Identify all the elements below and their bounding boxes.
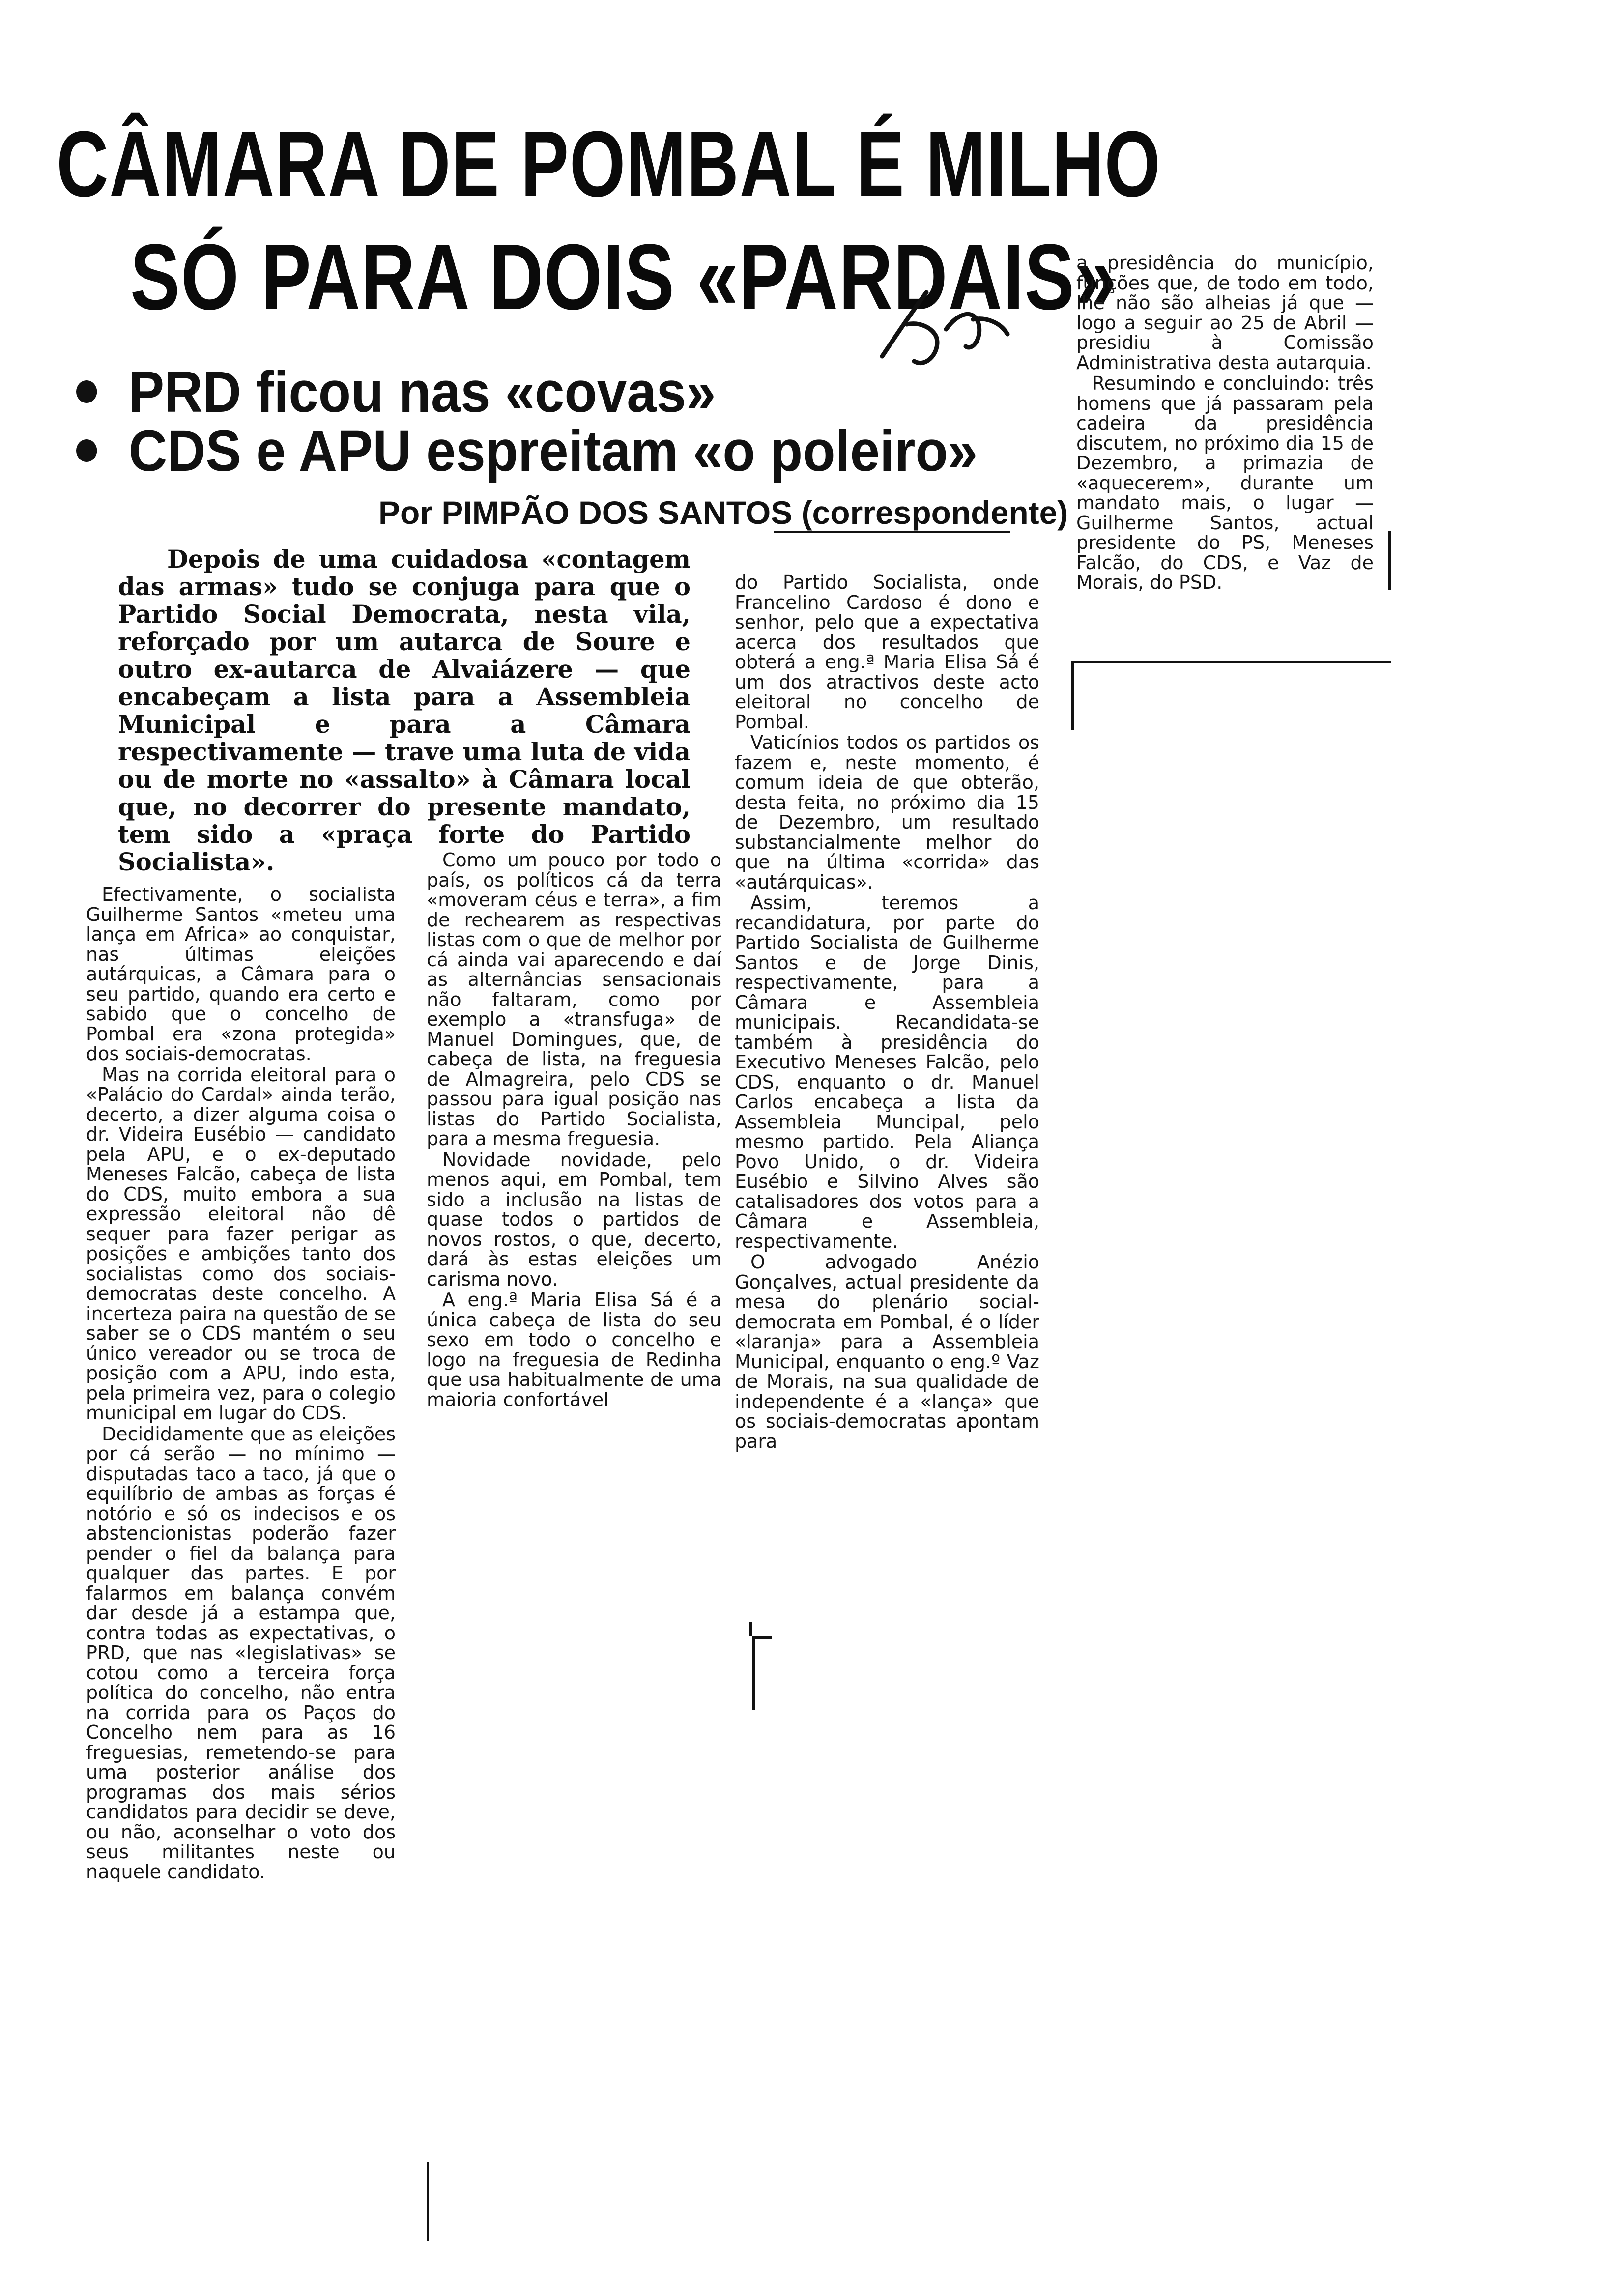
paragraph: Decididamente que as eleições por cá serão — no mínimo — disputadas taco a taco, já que o equilíbrio de ambas as forças é notório e só os indecisos e os abstencionistas poderão fazer pender o fiel da balança para qualquer das partes. E por falarmos em balança convém dar desde já a estampa que, contra todas as expectativas, o PRD, que nas «legislativas» se cotou como a terceira força política do concelho, não entra na corrida para os Paços do Concelho nem para as 16 freguesias, remetendo-se para uma posterior análise dos programas dos mais sérios candidatos para decidir se deve, ou não, aconselhar o voto dos seus militantes neste ou naquele candidato. [86, 1423, 396, 1883]
handwritten-mark-icon [872, 283, 1015, 381]
subhead-prd-text: PRD ficou nas «covas» [128, 360, 716, 425]
lead-paragraph [118, 545, 691, 876]
clip-rule-bottom [752, 1636, 772, 1639]
paragraph: Vaticínios todos os partidos os fazem e, neste momento, é comum ideia de que obterão, desta feita, no próximo dia 15 de Dezembro, um resultado substancialmente melhor do que na última «corrida» das «autárquicas». [735, 732, 1039, 893]
clip-rule-corner [1071, 661, 1074, 730]
byline: Por PIMPÃO DOS SANTOS (correspondente) [378, 494, 1068, 531]
headline-line-2: SÓ PARA DOIS «PARDAIS» [130, 225, 1118, 329]
clip-rule-top-right [1071, 661, 1391, 663]
clip-rule-left-bottom [427, 2162, 429, 2241]
lead-text: Depois de uma cuidadosa «contagem das armas» tudo se conjuga para que o Partido Social Democrata, nesta vila, reforçado por um autarca de Soure e outro ex-autarca de Alvaiázere — que encabeçam a lista para a Assembleia Municipal e para a Câmara respectivamente — trave uma luta de vida ou de morte no «assalto» à Câmara local que, no decorrer do presente mandato, tem sido a «praça forte do Partido Socialista». [118, 545, 691, 876]
paragraph: a presidência do município, funções que, de todo em todo, lhe não são alheias já que — logo a seguir ao 25 de Abril — presidiu à Comissão Administrativa desta autarquia. [1076, 252, 1374, 373]
column-1 [86, 885, 396, 1883]
subhead-cds-apu-text: CDS e APU espreitam «o poleiro» [128, 419, 978, 484]
column-3 [735, 573, 1039, 1452]
paragraph: Assim, teremos a recandidatura, por parte do Partido Socialista de Guilherme Santos e de Jorge Dinis, respectivamente, para a Câmara e Assembleia municipais. Recandidata-se também à presidência do Executivo Meneses Falcão, pelo CDS, enquanto o dr. Manuel Carlos encabeça a lista da Assembleia Muncipal, pelo mesmo partido. Pela Aliança Povo Unido, o dr. Videira Eusébio e Silvino Alves são catalisadores dos votos para a Câmara e Assembleia, respectivamente. [735, 892, 1039, 1252]
headline-line-1: CÂMARA DE POMBAL É MILHO [57, 112, 1161, 216]
paragraph: A eng.ª Maria Elisa Sá é a única cabeça de lista do seu sexo em todo o concelho e logo na freguesia de Redinha que usa habitualmente de uma maioria confortável [427, 1289, 721, 1410]
column-4 [1076, 253, 1374, 594]
subhead-cds-apu [76, 418, 978, 485]
bullet-icon [76, 380, 97, 403]
byline-underline [774, 531, 1010, 533]
paragraph: Novidade novidade, pelo menos aqui, em Pombal, tem sido a inclusão na listas de quase todos o partidos de novos rostos, o que, decerto, dará às estas eleições um carisma novo. [427, 1148, 721, 1290]
subhead-prd [76, 359, 716, 426]
clip-rule-bottom-corner [752, 1636, 755, 1710]
clip-rule-first-column [749, 1622, 752, 1636]
bullet-icon [76, 439, 97, 462]
paragraph: O advogado Anézio Gonçalves, actual presidente da mesa do plenário social-democrata em Pombal, é o líder «laranja» para a Assembleia Municipal, enquanto o eng.º Vaz de Morais, na sua qualidade de independente é a «lança» que os sociais-democratas apontam para [735, 1251, 1039, 1452]
paragraph: Efectivamente, o socialista Guilherme Santos «meteu uma lança em Africa» ao conquistar, nas últimas eleições autárquicas, a Câmara para o seu partido, quando era certo e sabido que o concelho de Pombal era «zona protegida» dos sociais-democratas. [86, 884, 396, 1064]
paragraph: do Partido Socialista, onde Francelino Cardoso é dono e senhor, pelo que a expectativa acerca dos resultados que obterá a eng.ª Maria Elisa Sá é um dos atractivos deste acto eleitoral no concelho de Pombal. [735, 572, 1039, 733]
paragraph: Resumindo e concluindo: três homens que já passaram pela cadeira da presidência discutem, no próximo dia 15 de Dezembro, a primazia de «aquecerem», durante um mandato mais, o lugar — Guilherme Santos, actual presidente do PS, Meneses Falcão, do CDS, e Vaz de Morais, do PSD. [1076, 373, 1374, 593]
column-rule-right [1388, 531, 1391, 590]
paragraph: Mas na corrida eleitoral para o «Palácio do Cardal» ainda terão, decerto, a dizer alguma coisa o dr. Videira Eusébio — candidato pela APU, e o ex-deputado Meneses Falcão, cabeça de lista do CDS, muito embora a sua expressão eleitoral não dê sequer para fazer perigar as posições e ambições tanto dos socialistas como dos sociais-democratas deste concelho. A incerteza paira na questão de se saber se o CDS mantém o seu único vereador ou se troca de posição com a APU, indo esta, pela primeira vez, para o colegio municipal em lugar do CDS. [86, 1063, 396, 1424]
column-2 [427, 850, 721, 1410]
paragraph: Como um pouco por todo o país, os políticos cá da terra «moveram céus e terra», a fim de rechearem as respectivas listas com o que de melhor por cá ainda vai aparecendo e daí as alternâncias sensacionais não faltaram, como por exemplo a «transfuga» de Manuel Domingues, que, de cabeça de lista, na freguesia de Almagreira, pelo CDS se passou para igual posição nas listas do Partido Socialista, para a mesma freguesia. [427, 849, 721, 1149]
